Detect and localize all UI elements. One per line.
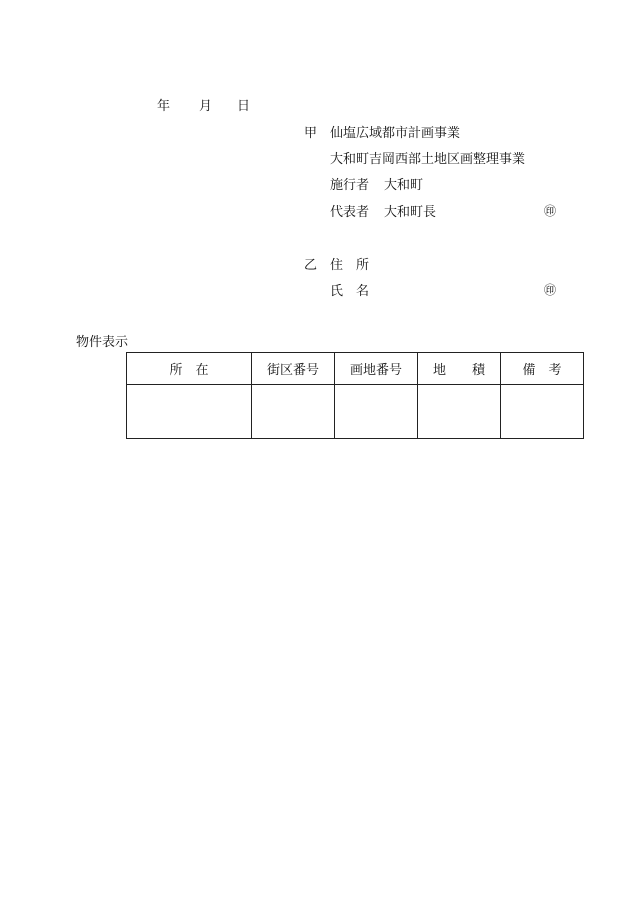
representative-label: 代表者 xyxy=(330,205,370,220)
executor-value: 大和町 xyxy=(384,178,424,193)
property-table-header-row xyxy=(127,353,584,385)
property-heading: 物件表示 xyxy=(76,335,129,350)
executor-label: 施行者 xyxy=(330,178,370,193)
column-header-remarks: 備 考 xyxy=(501,353,584,385)
date-year-label: 年 xyxy=(157,99,171,114)
table-row xyxy=(127,385,584,439)
party-b-seal-mark: ㊞ xyxy=(544,283,557,297)
column-header-block-number: 街区番号 xyxy=(252,353,335,385)
block-number-cell[interactable] xyxy=(252,385,335,439)
date-day-label: 日 xyxy=(237,99,251,114)
party-a-mark: 甲 xyxy=(304,126,318,141)
address-label: 住 所 xyxy=(330,258,370,273)
project-line-1: 仙塩広域都市計画事業 xyxy=(330,126,461,141)
project-line-2: 大和町吉岡西部土地区画整理事業 xyxy=(330,152,526,167)
column-header-area: 地 積 xyxy=(418,353,501,385)
date-month-label: 月 xyxy=(199,99,213,114)
name-label: 氏 名 xyxy=(330,284,370,299)
remarks-cell[interactable] xyxy=(501,385,584,439)
area-cell[interactable] xyxy=(418,385,501,439)
column-header-location: 所 在 xyxy=(127,353,252,385)
representative-value: 大和町長 xyxy=(384,205,437,220)
lot-number-cell[interactable] xyxy=(335,385,418,439)
location-cell[interactable] xyxy=(127,385,252,439)
party-b-mark: 乙 xyxy=(304,258,318,273)
party-a-seal-mark: ㊞ xyxy=(544,204,557,218)
column-header-lot-number: 画地番号 xyxy=(335,353,418,385)
property-table xyxy=(126,352,584,439)
